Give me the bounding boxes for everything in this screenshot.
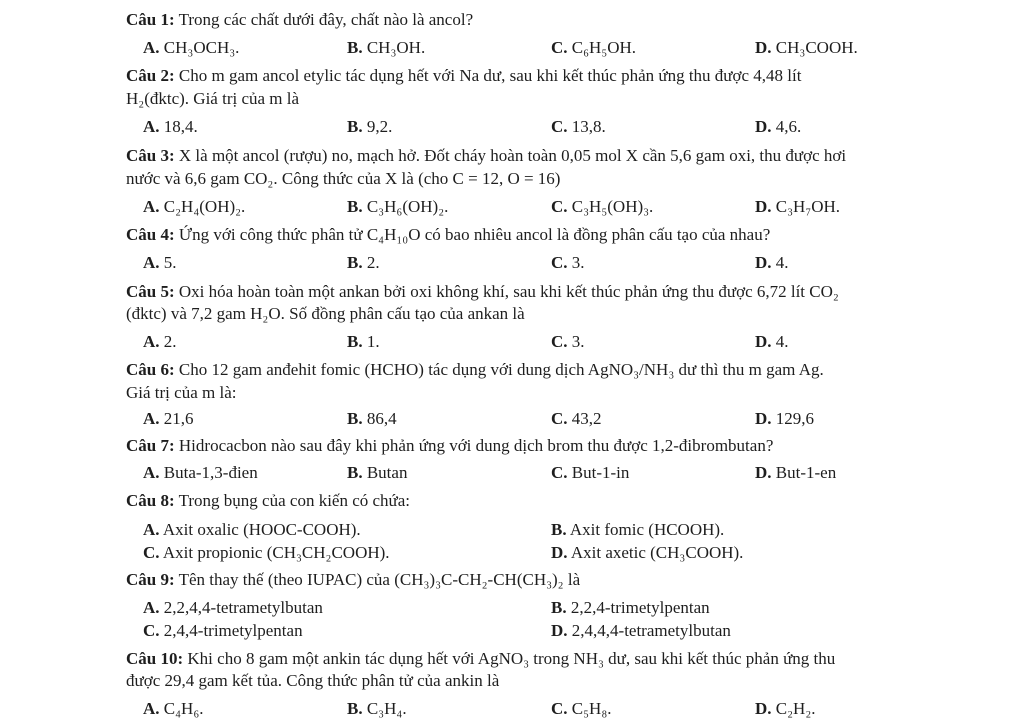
option-a: A. C₂H₄(OH)₂. [143, 197, 246, 216]
option-c: C. C₆H₅OH. [551, 38, 637, 57]
option-a: A. 5. [143, 253, 177, 272]
question-3 [126, 146, 846, 166]
option-b: B. C₃H₆(OH)₂. [347, 197, 449, 216]
question-9 [126, 570, 580, 590]
option-b: B. Axit fomic (HCOOH). [551, 520, 725, 539]
option-b: B. 2. [347, 253, 380, 272]
option-d: D. C₃H₇OH. [755, 197, 841, 216]
option-a: A. 21,6 [143, 409, 194, 428]
question-label: Câu 2: [126, 66, 175, 85]
option-a: A. 2. [143, 332, 177, 351]
option-d: D. 129,6 [755, 409, 815, 428]
question-2 [126, 66, 801, 86]
option-c: C. 43,2 [551, 409, 602, 428]
question-8 [126, 491, 410, 511]
question-label: Câu 8: [126, 491, 175, 510]
question-10-cont: được 29,4 gam kết tủa. Công thức phân tử của ankin là [126, 671, 500, 690]
question-label: Câu 3: [126, 146, 175, 165]
option-a: A. Buta-1,3-đien [143, 463, 258, 482]
question-text: Trong các chất dưới đây, chất nào là ancol? [178, 10, 474, 29]
question-text: X là một ancol (rượu) no, mạch hở. Đốt cháy hoàn toàn 0,05 mol X cần 5,6 gam oxi, thu được hơi [178, 146, 847, 165]
question-10 [126, 649, 835, 669]
option-d: D. CH₃COOH. [755, 38, 858, 57]
option-b: B. C₃H₄. [347, 699, 407, 718]
question-4 [126, 225, 770, 245]
option-b: B. Butan [347, 463, 408, 482]
question-text: Tên thay thế (theo IUPAC) của (CH₃)₃C-CH₂-CH(CH₃)₂ là [178, 570, 581, 589]
option-d: D. 4. [755, 332, 789, 351]
question-text: Cho m gam ancol etylic tác dụng hết với Na dư, sau khi kết thúc phản ứng thu được 4,48 lít [178, 66, 802, 85]
question-label: Câu 4: [126, 225, 175, 244]
question-7 [126, 436, 773, 456]
question-6 [126, 360, 824, 380]
question-1 [126, 10, 473, 30]
question-text: Ứng với công thức phân tử C₄H₁₀O có bao nhiêu ancol là đồng phân cấu tạo của nhau? [178, 225, 771, 244]
question-6-cont: Giá trị của m là: [126, 383, 237, 402]
option-a: A. Axit oxalic (HOOC-COOH). [143, 520, 361, 539]
option-d: D. 2,4,4,4-tetrametylbutan [551, 621, 731, 640]
question-label: Câu 9: [126, 570, 175, 589]
question-text: Cho 12 gam anđehit fomic (HCHO) tác dụng với dung dịch AgNO₃/NH₃ dư thì thu m gam Ag. [178, 360, 824, 379]
question-label: Câu 1: [126, 10, 175, 29]
option-d: D. C₂H₂. [755, 699, 816, 718]
question-text: Trong bụng của con kiến có chứa: [178, 491, 411, 510]
question-5-cont: (đktc) và 7,2 gam H₂O. Số đồng phân cấu tạo của ankan là [126, 304, 525, 323]
option-c: C. 2,4,4-trimetylpentan [143, 621, 303, 640]
option-a: A. C₄H₆. [143, 699, 204, 718]
option-c: C. 3. [551, 253, 585, 272]
question-text: Khi cho 8 gam một ankin tác dụng hết với AgNO₃ trong NH₃ dư, sau khi kết thúc phản ứng thu [187, 649, 836, 668]
option-c: C. C₃H₅(OH)₃. [551, 197, 654, 216]
option-b: B. 1. [347, 332, 380, 351]
option-b: B. 9,2. [347, 117, 393, 136]
option-d: D. 4,6. [755, 117, 802, 136]
option-d: D. 4. [755, 253, 789, 272]
option-c: C. C₅H₈. [551, 699, 612, 718]
question-label: Câu 6: [126, 360, 175, 379]
question-label: Câu 5: [126, 282, 175, 301]
option-a: A. 18,4. [143, 117, 198, 136]
question-label: Câu 10: [126, 649, 184, 668]
option-a: A. 2,2,4,4-tetrametylbutan [143, 598, 323, 617]
option-b: B. 86,4 [347, 409, 397, 428]
option-d: D. Axit axetic (CH₃COOH). [551, 543, 744, 562]
question-5 [126, 282, 839, 302]
question-3-cont: nước và 6,6 gam CO₂. Công thức của X là (cho C = 12, O = 16) [126, 169, 561, 188]
option-a: A. CH₃OCH₃. [143, 38, 240, 57]
option-b: B. CH₃OH. [347, 38, 426, 57]
option-c: C. But-1-in [551, 463, 630, 482]
option-b: B. 2,2,4-trimetylpentan [551, 598, 710, 617]
option-c: C. Axit propionic (CH₃CH₂COOH). [143, 543, 390, 562]
option-d: D. But-1-en [755, 463, 837, 482]
option-c: C. 13,8. [551, 117, 606, 136]
question-label: Câu 7: [126, 436, 175, 455]
option-c: C. 3. [551, 332, 585, 351]
question-text: Oxi hóa hoàn toàn một ankan bởi oxi không khí, sau khi kết thúc phản ứng thu được 6,72 lít CO₂ [178, 282, 839, 301]
question-2-cont: H₂(đktc). Giá trị của m là [126, 89, 300, 108]
question-text: Hidrocacbon nào sau đây khi phản ứng với dung dịch brom thu được 1,2-đibrombutan? [178, 436, 774, 455]
